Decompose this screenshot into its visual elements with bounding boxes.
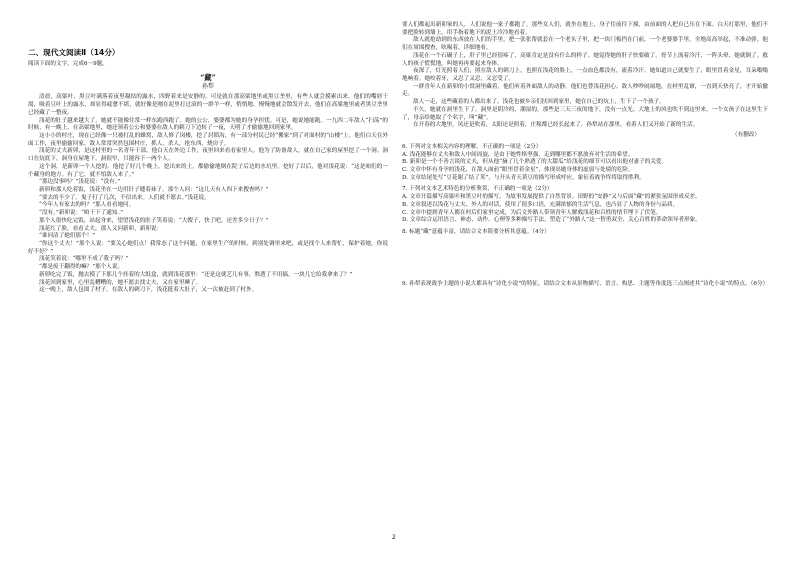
question-6 (402, 144, 768, 183)
story-paragraph: 敌人就抢劫到的东西放在人们的手里，把一张张帮就套在一个老头子里，把一块门板挡在门前，一个老婆婆手里，全地高高举起，不准动弹。他们在周围搜查，吆喝着，详细地看。 (402, 37, 768, 52)
story-title: “藏” (200, 73, 216, 83)
question-8 (402, 229, 768, 277)
right-column (402, 22, 768, 328)
story-paragraph: 浅花回到家里，心里乱糟糟的，她不愿去找丈夫，又在家里睡了。 (39, 279, 202, 286)
story-text-right (402, 22, 768, 130)
story-paragraph: 这个洞，是新卯一个人挖的。他挖了好几个晚上，挖出来的土，都偷偷地倒在院子后边的水坑里。挖好了以后，他对浅花说：“这是咱们的一个藏身的地方。有了它，就不怕敌人来了。” (28, 163, 388, 178)
answer-space (402, 288, 768, 328)
question-stem: 8. 标题“藏”意蕴丰富，请结合文本简要分析其意蕴。（4分） (402, 228, 550, 235)
question-option: C. 文章中提到青年人都在村后们家里完成，为后文外路人带领青年人解救浅花和百姓的情节埋下了伏笔。 (402, 209, 662, 216)
question-stem: 6. 下列对文本相关内容的理解，不正确的一项是（2分） (402, 143, 542, 150)
question-9 (402, 281, 768, 329)
question-option: A. 文章开篇描写高粱叶和黑豆叶的描写，为故事发展提供了自然背景。田野的“安静”又与后面“藏”的紧张氛围形成反差。 (402, 194, 701, 201)
page-number: 2 (392, 534, 396, 541)
story-paragraph: “今年人有家去的吗？”那人看看她问。 (39, 202, 135, 209)
story-paragraph: “你这个丈夫！”那个人说：“要关心她们点！我常态了这个问题，在家里生产的时候，到别处调里来吧，或是找个人来帮忙，保护着她，你说好不好？” (28, 241, 388, 255)
story-paragraph: 清晨，高粱叶、黑豆叶满落着夜里凝结的露水，四野着来是安静的。可是就在那高粱地里或黑豆垄里，有些人就会摸索出来。他们的嘴唇干渴，吸着豆叶上的露水，却显得疲惫不堪，就好像是刚在泥里打过滚的一群羊一样，悄悄地、慢慢地就会散发开去，他们在高粱地里或者黑豆垄里已经藏了一整夜。 (28, 94, 388, 116)
question-stem: 7. 下列对文本艺术特色的分析鉴赏，不正确的一项是（2分） (402, 186, 553, 193)
question-option: A. 浅花能够在丈夫和敌人中间周旋，是由于她性格坚强，走到哪里都不愿放弃对生活的希望。 (402, 151, 634, 158)
story-paragraph: 浅花笑着说：“哪里不成了我子吗？” (39, 256, 129, 263)
question-option: C. 文章中怀有身孕的浅花，在敌人面前“眼里冒着金星”，体现出她身体的虚弱与处境的危险。 (402, 166, 634, 173)
story-author: 孙犁 (201, 83, 214, 91)
story-paragraph: 在开春的大地里，风还是吹着，太阳还是照着，庄稼都已经长起来了，孙犁站在那里，看着人们又开始了新的生活。 (413, 122, 699, 129)
story-paragraph: 浅花的丈夫新卯，是这村里的一名青年干部，他白天在外边工作，夜里回来看看家里人。他为了防备敌人，就在自己家的屋里挖了一个洞。洞口在炕底下，洞身在屋地下，洞很窄，只能容下一两个人。 (28, 148, 388, 163)
story-paragraph: 那个人很快吃完饭，站起身来，望望浅花的肚子笑着说：“大嫂子，快了吧，还差多少日子？” (39, 217, 269, 224)
story-paragraph: “都是废于翻得的嘛？”那个人说。 (39, 264, 124, 271)
story-paragraph: “那边没事吗？”浅花说：“没有。” (39, 179, 121, 186)
story-paragraph: 不久，她就在洞里生下了。洞里是阴冷的、潮湿的，那些是三天三夜的地下，没有一点光。大地上的风也吹不到这里来。一个女孩子在这里生下了，母亲给她取了个名字，叫“藏”。 (402, 106, 768, 121)
story-paragraph: 夜深了，灯光照着人们，照在敌人的刺刀上，也照在浅花的脸上，一点血色都没有，流着冷汗。她知道自己就要生了，眼里冒着金星，耳朵嗡嗡地响着。她咬着牙，又忍了又忍，又忍受了。 (402, 68, 768, 83)
answer-space (402, 237, 768, 277)
question-stem: 9. 孙犁表现战争主题的小说大都具有“诗化小说”的特征，请结合文本从景物描写、语言、构思、主题等角度选三点阐述其“诗化小说”的特点。（6分） (402, 280, 769, 287)
question-option: B. 新卯是一个不善言谈的丈夫，但从他“摘了几个熟透了的大甜瓜”给浅花的细节可以看出他对妻子的关爱。 (402, 159, 668, 166)
question-option: B. 文章叙述以浅花与丈夫、外人的对话，使用了很多口语，充满浓郁的生活气息，也凸显了人物的身份与品质。 (402, 201, 679, 208)
story-paragraph: 新卯和那人吃着饭，浅花坐在一边用针子缝着袜子。那个人问：“这几天有人四下来搜查吗？” (39, 187, 269, 194)
question-option: D. 文章结尾处写“豆花谢了结了荚”，与开头青天黄豆的描写形成呼应，象征着战争终将取得胜利。 (402, 174, 645, 181)
instruction: 阅读下面的文字，完成6～9题。 (28, 61, 108, 68)
source-note: （有删改） (732, 132, 760, 139)
story-paragraph: 这一晚上，敌人包围了村子。在敌人的刺刀下，浅花挺着大肚子，又一次被赶到了村外。 (39, 287, 258, 294)
story-text-left (28, 94, 388, 295)
story-paragraph: 新卯吃完了饭，抛去摸了下那几个挂着的大纸盒，就到浅花那里：“还是这就艺儿有事，熬透了不用搞，一块儿它给我拿来了？” (39, 271, 353, 278)
story-paragraph: 浅花在一个石碾子上，肝子里已经很疼了，高粱肯定是没有什么的样子。她觉得她的肝子快要破了。骨节上流着冷汗，一阵头晕，她就倒了。救人的孩子慌慌地，叫她再再要起来身体。 (402, 52, 768, 67)
story-paragraph: 敌人一走，这些藏着的人都出来了。浅花也被乡亲们扶回到家里，她在自己的炕上，生下了一个孩子。 (413, 99, 665, 106)
left-column (28, 22, 388, 295)
story-paragraph: “要去的不少了。鬼子打了几次，不信出来。人们就不愿去。”浅花说。 (39, 194, 210, 201)
question-7 (402, 186, 768, 225)
story-paragraph: 要人们都起出新卯家的人，人们说他一家子都跑了。那些女人们，就坐在地上，身子往前往下撞，由前面的人把自己压在下面。白天打那里，他们不要把脸转到墙上，用手指着地下的泥土冷冷地看着。 (402, 22, 768, 36)
question-list (402, 144, 768, 329)
story-paragraph: 浅花的肚子越来越大了，她就不能像往常一样东跑西跑了。她的公公、婆婆都为她的身孕担忧。可是，她说她能跑。一九四二年敌人“扫荡”的时候，有一晚上，在高粱地里，她还领着公公和婆婆在敌人的刺刀下边转了一夜，天明了才偷偷地回到家里。 (28, 117, 388, 132)
story-paragraph: 浅花红了脸，看看丈夫，那人又问新卯，新卯说： (39, 225, 163, 232)
question-option: D. 文章综合运用语言、神态、动作、心理等多种描写手法，塑造了“外路人”这一智勇双全、关心百姓的革命领导者形象。 (402, 217, 701, 224)
story-paragraph: 这小小的村庄，现在已经像一只被打乱的蜂窝，敌人修了岗楼，挖了封锁沟，有一部分村民已经“搬家”到了对面村的“山楼”上。他们白天在外面工作，夜里偷偷回家。敌人常常突然包围村庄，抓人，杀人，抢东西，烧房子。 (28, 132, 388, 147)
section-title: 二、现代文阅读Ⅱ（14分） (28, 48, 120, 57)
story-paragraph: “谁问清了她们那个！” (39, 233, 96, 240)
story-paragraph: “没有。”新卯说：“咱干下了通知。” (39, 210, 124, 217)
story-paragraph: 一群青年人在新卯的小窝洞里藏着，他们听着外面敌人的动静。他们也替浅花担心。敌人吵吵闹闹地，在村里乱窜，一直到天快亮了，才开始撤走。 (402, 83, 768, 98)
